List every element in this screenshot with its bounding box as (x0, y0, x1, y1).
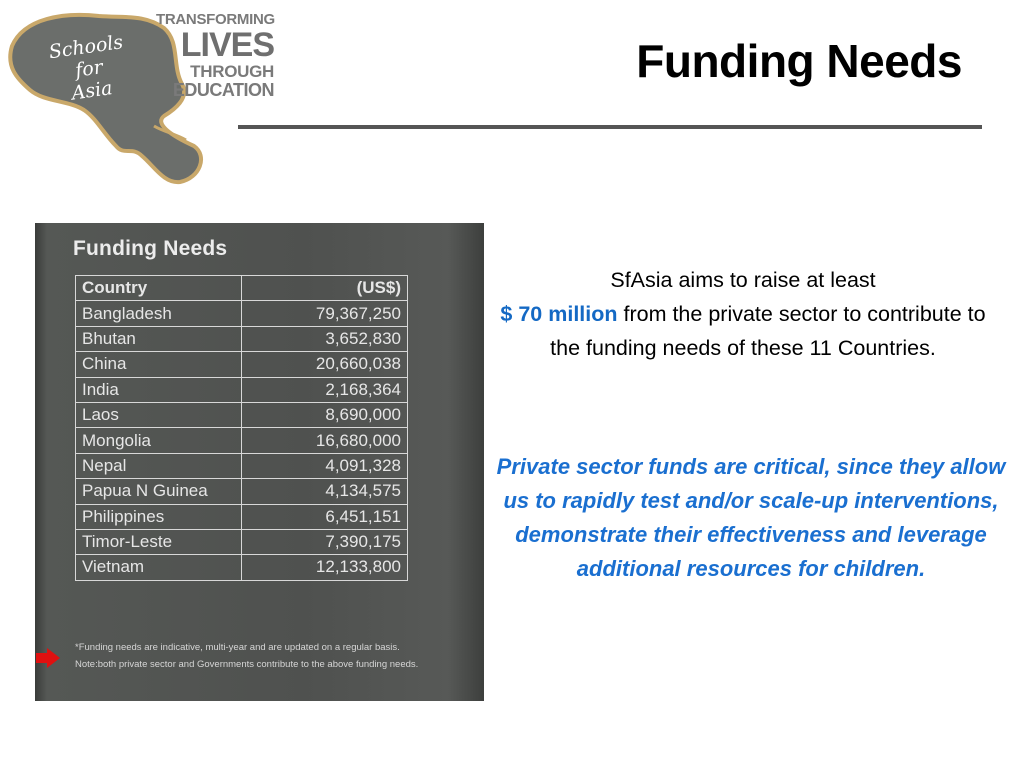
logo (4, 6, 276, 186)
logo-script: Schools for Asia (47, 31, 125, 105)
country-cell: Bangladesh (76, 301, 242, 326)
amount-cell: 3,652,830 (242, 326, 408, 351)
page-title: Funding Needs (636, 35, 962, 87)
country-cell: Philippines (76, 504, 242, 529)
amount-cell: 4,134,575 (242, 479, 408, 504)
funding-table (75, 275, 408, 581)
amount-cell: 6,451,151 (242, 504, 408, 529)
table-row (76, 402, 408, 427)
funding-needs-image (35, 223, 484, 701)
country-cell: Nepal (76, 453, 242, 478)
country-cell: Vietnam (76, 555, 242, 580)
column-header-amount: (US$) (242, 276, 408, 301)
intro-rest: from the private sector to contribute to the funding needs of these 11 Countries. (550, 302, 986, 360)
board-title: Funding Needs (73, 237, 228, 260)
country-cell: Papua N Guinea (76, 479, 242, 504)
amount-cell: 2,168,364 (242, 377, 408, 402)
country-cell: India (76, 377, 242, 402)
table-row (76, 529, 408, 554)
table-row (76, 453, 408, 478)
amount-cell: 20,660,038 (242, 352, 408, 377)
amount-cell: 79,367,250 (242, 301, 408, 326)
country-cell: Mongolia (76, 428, 242, 453)
country-cell: Laos (76, 402, 242, 427)
callout-text: Private sector funds are critical, since they allow us to rapidly test and/or scale-up interventions, demonstrate their effectiveness and leverage additional resources for children. (496, 454, 1006, 581)
country-cell: Bhutan (76, 326, 242, 351)
table-row (76, 377, 408, 402)
country-cell: China (76, 352, 242, 377)
table-row (76, 479, 408, 504)
amount-cell: 7,390,175 (242, 529, 408, 554)
column-header-country: Country (76, 276, 242, 301)
table-row (76, 428, 408, 453)
title-divider (238, 125, 982, 129)
arrow-right-icon (35, 647, 61, 669)
table-row (76, 504, 408, 529)
table-row (76, 326, 408, 351)
country-cell: Timor-Leste (76, 529, 242, 554)
table-row (76, 352, 408, 377)
funding-target: $ 70 million (500, 302, 618, 326)
amount-cell: 16,680,000 (242, 428, 408, 453)
amount-cell: 8,690,000 (242, 402, 408, 427)
footnote: *Funding needs are indicative, multi-year and are updated on a regular basis. Note:both private sector and Governments contribute to the above funding needs. (75, 642, 419, 670)
intro-text (488, 263, 998, 365)
table-row (76, 301, 408, 326)
intro-line: SfAsia aims to raise at least (610, 268, 876, 292)
amount-cell: 12,133,800 (242, 555, 408, 580)
amount-cell: 4,091,328 (242, 453, 408, 478)
table-row (76, 555, 408, 580)
logo-tagline: TRANSFORMING LIVES THROUGH EDUCATION (156, 11, 275, 100)
table-header-row (76, 276, 408, 301)
